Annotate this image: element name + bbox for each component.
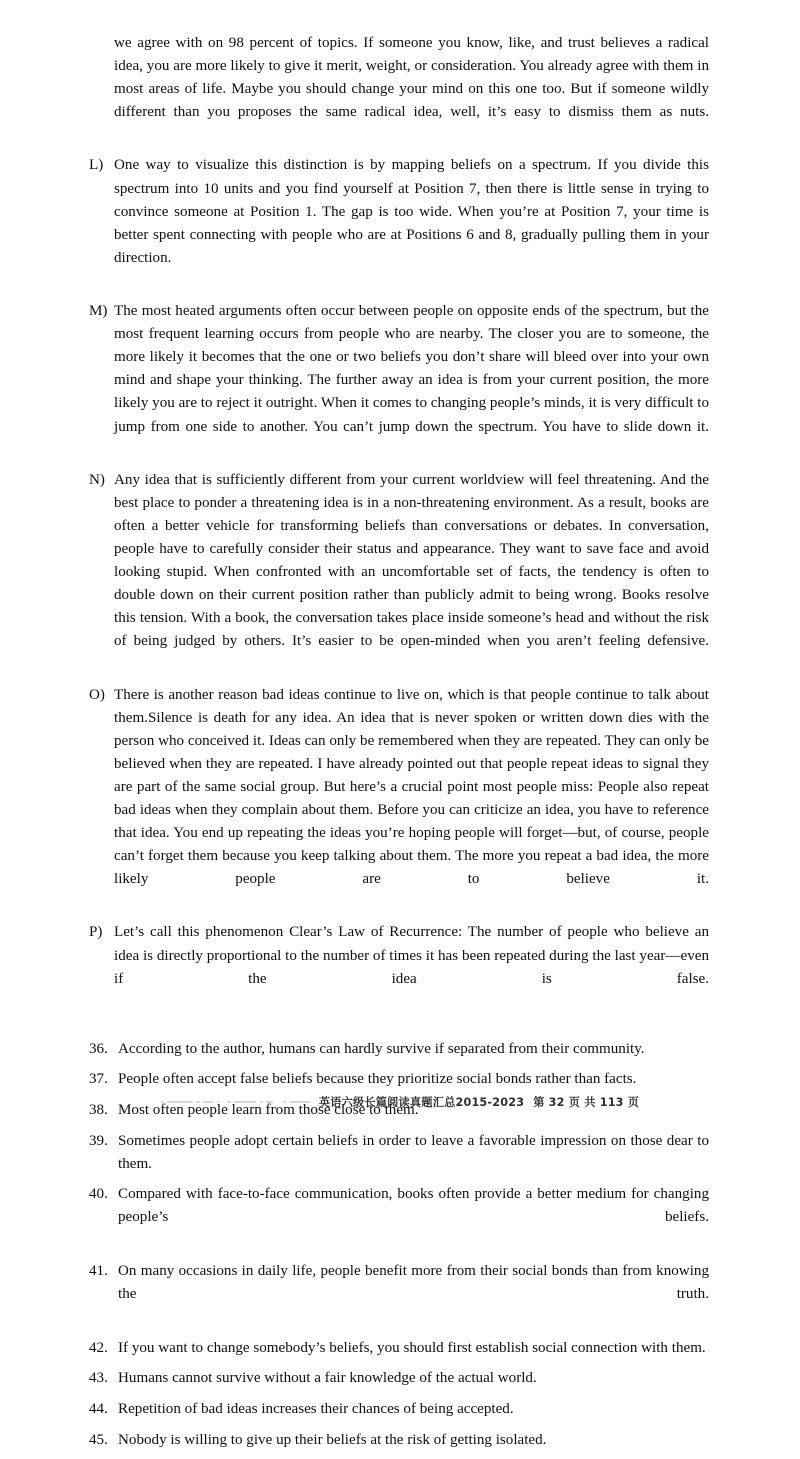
statement-text: Humans cannot survive without a fair knowledge of the actual world. (118, 1370, 537, 1387)
paragraph-marker: L) (89, 157, 104, 174)
paragraph-text: we agree with on 98 percent of topics. If someone you know, like, and trust believes a radical idea, you are more likely to give it merit, weight, or consideration. You already agree with them in most areas of life. Maybe you should change your mind on this one too. But if someone wildly different than you proposes the same radical idea, well, it’s easy to dismiss them as nuts. (114, 35, 709, 121)
paragraph-marker: P) (89, 924, 103, 941)
statement-item-36[interactable] (89, 1038, 709, 1061)
statement-number: 45. (89, 1431, 108, 1448)
statement-item-44[interactable] (89, 1398, 709, 1421)
paragraph-text: One way to visualize this distinction is by mapping beliefs on a spectrum. If you divide this spectrum into 10 units and you find yourself at Position 7, then there is little sense in trying to convince someone at Position 1. The gap is too wide. When you’re at Position 7, your time is better spent connecting with people who are at Positions 6 and 8, gradually pulling them in your direction. (114, 157, 709, 266)
page-footer (0, 1088, 800, 1116)
statement-item-41[interactable] (89, 1260, 709, 1329)
statement-number: 43. (89, 1370, 108, 1387)
statement-text: Most often people learn from those close to them. (118, 1102, 419, 1119)
paragraph-text: Let’s call this phenomenon Clear’s Law of Recurrence: The number of people who believe an idea is directly proportional to the number of times it has been repeated during the last year—even if the idea is false. (114, 924, 709, 987)
paragraph-marker: N) (89, 471, 105, 488)
statement-number: 36. (89, 1040, 108, 1057)
statement-item-43[interactable] (89, 1367, 709, 1390)
statement-text: If you want to change somebody’s beliefs, you should first establish social connection with them. (118, 1339, 706, 1356)
statement-text: People often accept false beliefs because they prioritize social bonds rather than facts. (118, 1071, 637, 1088)
statement-text: Compared with face-to-face communication, books often provide a better medium for changing people’s beliefs. (118, 1186, 709, 1226)
footer-title: 英语六级长篇阅读真题汇总2015-2023 (318, 1096, 525, 1109)
statement-text: Nobody is willing to give up their beliefs at the risk of getting isolated. (118, 1431, 547, 1448)
passage-paragraph-o (89, 684, 709, 915)
statement-number: 42. (89, 1339, 108, 1356)
paragraph-text: Any idea that is sufficiently different from your current worldview will feel threatening. And the best place to ponder a threatening idea is in a non-threatening environment. As a result, books are often a better vehicle for transforming beliefs than conversations or debates. In conversation, people have to carefully consider their status and appearance. They want to save face and avoid looking stupid. When confronted with an uncomfortable set of facts, the tendency is often to double down on their current position rather than publicly admit to being wrong. Books resolve this tension. With a book, the conversation takes place inside someone’s head and without the risk of being judged by others. It’s easier to be open-minded when you aren’t feeling defensive. (114, 471, 709, 650)
statement-item-45[interactable] (89, 1429, 709, 1452)
statement-text: Repetition of bad ideas increases their chances of being accepted. (118, 1401, 514, 1418)
passage-body (89, 32, 709, 1459)
statement-number: 40. (89, 1186, 108, 1203)
statement-text: Sometimes people adopt certain beliefs in order to leave a favorable impression on those dear to them. (118, 1132, 709, 1172)
footer-page-label: 第 32 页 共 113 页 (533, 1096, 640, 1109)
statement-item-40[interactable] (89, 1183, 709, 1252)
statement-text: According to the author, humans can hardly survive if separated from their community. (118, 1040, 645, 1057)
passage-paragraph-n (89, 469, 709, 677)
scan-artifact (161, 1096, 313, 1106)
passage-paragraph-l (89, 154, 709, 293)
statement-text: On many occasions in daily life, people benefit more from their social bonds than from knowing the truth. (118, 1263, 709, 1303)
passage-paragraph-m (89, 300, 709, 462)
statement-number: 44. (89, 1401, 108, 1418)
passage-lead-paragraph (89, 32, 709, 147)
paragraph-text: There is another reason bad ideas continue to live on, which is that people continue to talk about them.Silence is death for any idea. An idea that is never spoken or written down dies with the person who conceived it. Ideas can only be remembered when they are repeated. They can only be believed when they are repeated. I have already pointed out that people repeat ideas to signal they are part of the same social group. But here’s a crucial point most people miss: People also repeat bad ideas when they complain about them. Before you can criticize an idea, you have to reference that idea. You end up repeating the ideas you’re hoping people will forget—but, of course, people can’t forget them because you keep talking about them. The more you repeat a bad idea, the more likely people are to believe it. (114, 686, 709, 888)
paragraph-text: The most heated arguments often occur between people on opposite ends of the spectrum, but the most frequent learning occurs from people who are nearby. The closer you are to someone, the more likely it becomes that the one or two beliefs you don’t share will bleed over into your own mind and shape your thinking. The further away an idea is from your current position, the more likely you are to reject it outright. When it comes to changing people’s minds, it is very difficult to jump from one side to another. You can’t jump down the spectrum. You have to slide down it. (114, 303, 709, 435)
statement-number: 37. (89, 1071, 108, 1088)
statement-number: 38. (89, 1102, 108, 1119)
passage-paragraph-p (89, 921, 709, 1013)
statement-number: 39. (89, 1132, 108, 1149)
statement-item-42[interactable] (89, 1337, 709, 1360)
paragraph-marker: M) (89, 303, 108, 320)
statement-item-39[interactable] (89, 1130, 709, 1176)
paragraph-marker: O) (89, 686, 105, 703)
statement-number: 41. (89, 1263, 108, 1280)
